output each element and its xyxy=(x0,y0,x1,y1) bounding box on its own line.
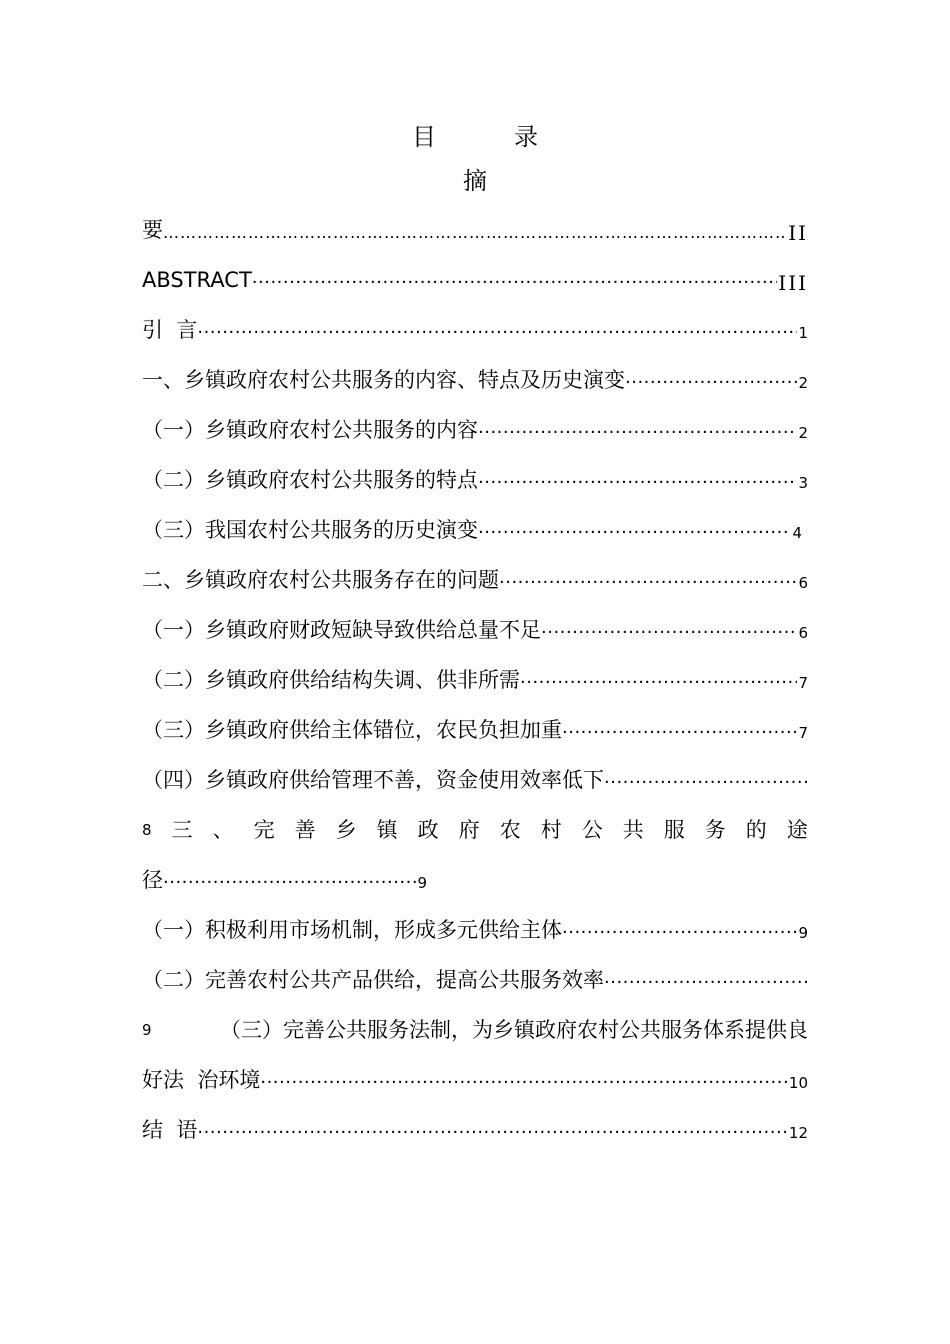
leader-dots xyxy=(478,472,797,494)
leader-dots xyxy=(197,1122,788,1144)
leader-dots xyxy=(562,722,797,744)
page-number: 9 xyxy=(142,1021,152,1039)
toc-title-right: 录 xyxy=(514,123,538,151)
leader-dots xyxy=(604,972,808,994)
toc-entry-1-2[interactable]: （二）乡镇政府农村公共服务的特点 ····· 3 xyxy=(142,462,808,494)
toc-title-left: 目 xyxy=(412,123,436,151)
toc-entry-abstract-cn[interactable]: 要 ………………………………………………………………………………………………………………………………………………………………………………………………………… II xyxy=(142,212,808,244)
leader-dots xyxy=(163,872,416,894)
leader-dots xyxy=(604,772,808,794)
leader-dots xyxy=(499,572,797,594)
toc-entry-conclusion[interactable]: 结 语 ····· 12 xyxy=(142,1112,808,1144)
toc-entry-chapter-1[interactable]: 一、乡镇政府农村公共服务的内容、特点及历史演变 ····· 2 xyxy=(142,362,808,394)
leader-dots xyxy=(625,372,797,394)
toc-entry-chapter-2[interactable]: 二、乡镇政府农村公共服务存在的问题 ····· 6 xyxy=(142,562,808,594)
toc-entry-2-4[interactable]: （四）乡镇政府供给管理不善，资金使用效率低下 ····· xyxy=(142,762,808,794)
leader-dots xyxy=(478,422,797,444)
leader-dots xyxy=(478,522,791,544)
toc-entry-chapter-3-cont[interactable]: 径 ····· 9 xyxy=(142,862,427,894)
toc-entry-abstract-en[interactable]: ABSTRACT ····· III xyxy=(142,262,808,294)
toc-entry-2-2[interactable]: （二）乡镇政府供给结构失调、供非所需 ····· 7 xyxy=(142,662,808,694)
toc-entry-chapter-3-line[interactable]: 8 三 、 完 善 乡 镇 政 府 农 村 公 共 服 务 的 途 xyxy=(142,818,808,842)
leader-dots xyxy=(163,222,787,244)
toc-entry-3-3-line[interactable]: 9 （三）完善公共服务法制，为乡镇政府农村公共服务体系提供良 xyxy=(142,1018,808,1042)
leader-dots xyxy=(260,1072,788,1094)
toc-entry-1-1[interactable]: （一）乡镇政府农村公共服务的内容 ····· 2 xyxy=(142,412,808,444)
leader-dots xyxy=(252,272,778,294)
toc-title xyxy=(0,122,950,152)
toc-entry-1-3[interactable]: （三）我国农村公共服务的历史演变 ····· 4 xyxy=(142,512,802,544)
page-number: 8 xyxy=(142,821,152,839)
toc-entry-introduction[interactable]: 引 言 ····· 1 xyxy=(142,312,808,344)
toc-entry-2-3[interactable]: （三）乡镇政府供给主体错位，农民负担加重 ····· 7 xyxy=(142,712,808,744)
leader-dots xyxy=(541,622,797,644)
toc-entry-2-1[interactable]: （一）乡镇政府财政短缺导致供给总量不足 ····· 6 xyxy=(142,612,808,644)
leader-dots xyxy=(520,672,797,694)
leader-dots xyxy=(197,322,797,344)
toc-entry-3-1[interactable]: （一）积极利用市场机制，形成多元供给主体 ····· 9 xyxy=(142,912,808,944)
abstract-heading: 摘 xyxy=(463,167,487,195)
leader-dots xyxy=(562,922,797,944)
toc-entry-3-2[interactable]: （二）完善农村公共产品供给，提高公共服务效率 ····· xyxy=(142,962,808,994)
toc-entry-3-3-cont[interactable]: 好法 治环境 ····· 10 xyxy=(142,1062,808,1094)
